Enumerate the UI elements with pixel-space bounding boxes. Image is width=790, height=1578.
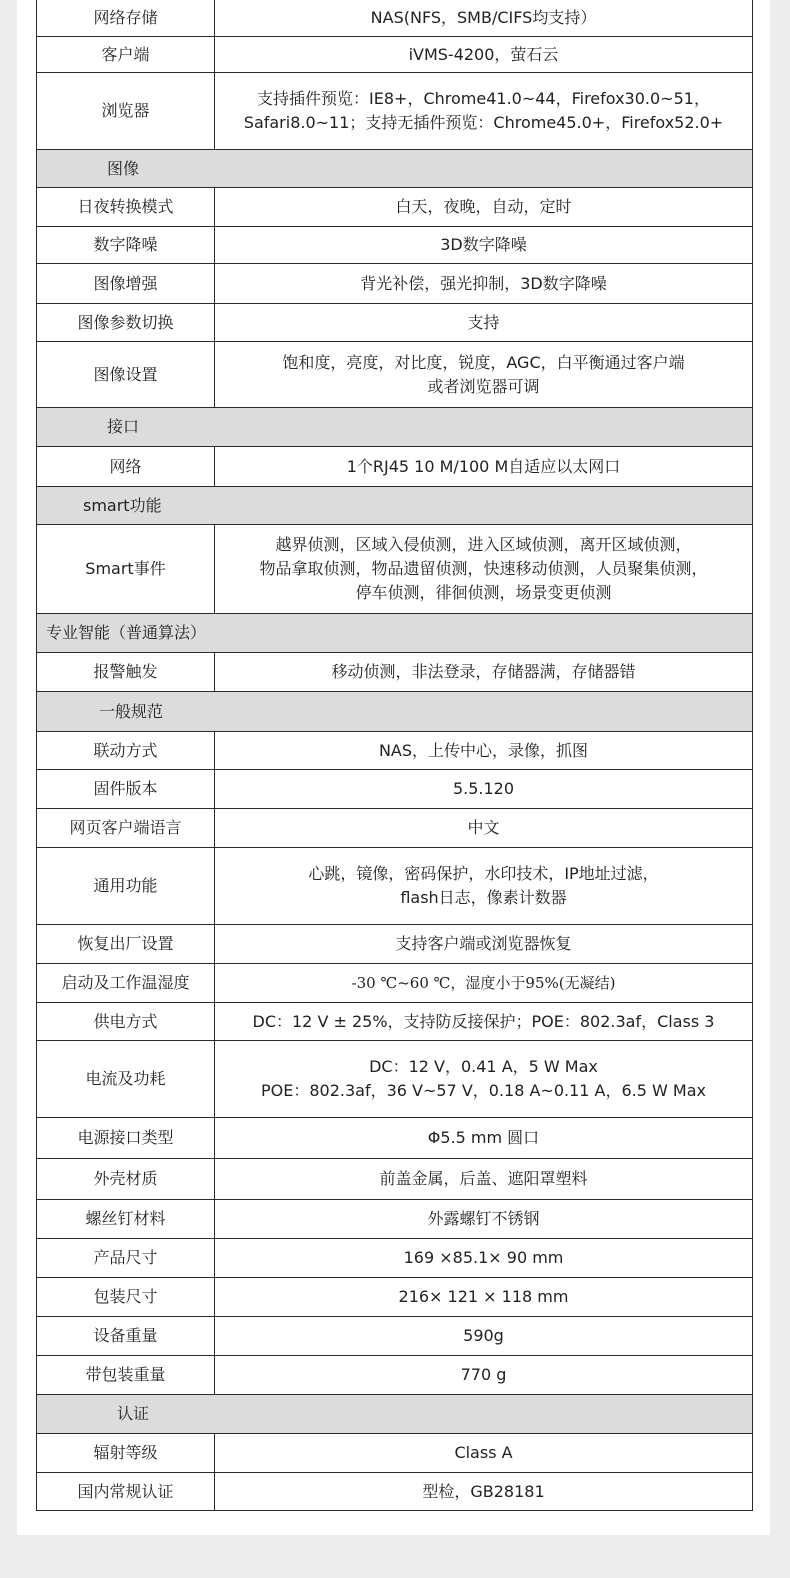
spec-value-line: 物品拿取侦测，物品遗留侦测，快速移动侦测，人员聚集侦测，	[259, 559, 708, 578]
spec-value	[215, 1003, 753, 1041]
spec-table	[36, 0, 753, 1511]
spec-value	[215, 770, 753, 809]
spec-value-line: DC：12 V，0.41 A，5 W Max	[369, 1057, 598, 1076]
spec-label: 国内常规认证	[37, 1473, 215, 1511]
spec-value	[215, 732, 753, 770]
spec-value-line: POE：802.3af，36 V~57 V，0.18 A~0.11 A，6.5 W Max	[260, 1081, 707, 1100]
spec-label: 启动及工作温湿度	[37, 964, 215, 1003]
spec-row	[37, 1159, 753, 1200]
spec-label: 恢复出厂设置	[37, 925, 215, 964]
spec-value	[215, 964, 753, 1003]
spec-label: 电源接口类型	[37, 1118, 215, 1159]
spec-label: 螺丝钉材料	[37, 1200, 215, 1239]
spec-label: 外壳材质	[37, 1159, 215, 1200]
spec-row	[37, 342, 753, 408]
spec-label: 设备重量	[37, 1317, 215, 1356]
spec-value	[215, 1473, 753, 1511]
spec-label: 网络存储	[37, 0, 215, 37]
spec-label: 电流及功耗	[37, 1041, 215, 1118]
spec-value-line: 前盖金属，后盖、遮阳罩塑料	[379, 1169, 588, 1188]
spec-value-line: 或者浏览器可调	[427, 376, 540, 396]
spec-row	[37, 1118, 753, 1159]
spec-value	[215, 1041, 753, 1118]
spec-value	[215, 37, 753, 73]
spec-value-line: 白天，夜晚，自动，定时	[395, 197, 572, 216]
spec-label: 通用功能	[37, 848, 215, 925]
spec-row	[37, 1356, 753, 1395]
spec-label: 包装尺寸	[37, 1278, 215, 1317]
spec-value	[215, 447, 753, 487]
spec-label: 供电方式	[37, 1003, 215, 1041]
spec-value	[215, 264, 753, 304]
spec-value-line: 590g	[463, 1326, 504, 1345]
section-title: 接口	[37, 408, 753, 447]
spec-value	[215, 342, 753, 408]
spec-value	[215, 1317, 753, 1356]
spec-row	[37, 264, 753, 304]
spec-value	[215, 653, 753, 692]
spec-value-line: 770 g	[460, 1365, 507, 1384]
spec-row	[37, 653, 753, 692]
spec-row	[37, 732, 753, 770]
spec-value	[215, 304, 753, 342]
spec-value-line: iVMS-4200，萤石云	[408, 44, 559, 64]
spec-value-line: Class A	[454, 1443, 513, 1462]
section-header	[37, 692, 753, 732]
spec-value	[215, 227, 753, 264]
spec-value	[215, 1356, 753, 1395]
spec-row	[37, 1200, 753, 1239]
spec-table-body	[37, 0, 753, 1511]
spec-label: 网络	[37, 447, 215, 487]
section-title: 专业智能（普通算法）	[37, 614, 753, 653]
spec-label: 固件版本	[37, 770, 215, 809]
spec-value-line: 心跳，镜像，密码保护，水印技术，IP地址过滤，	[308, 864, 659, 883]
spec-value-line: 支持客户端或浏览器恢复	[395, 934, 572, 953]
spec-row	[37, 1434, 753, 1473]
spec-label: 浏览器	[37, 73, 215, 150]
spec-value	[215, 0, 753, 37]
spec-value-line: 越界侦测，区域入侵侦测，进入区域侦测，离开区域侦测，	[275, 535, 692, 554]
spec-label: 报警触发	[37, 653, 215, 692]
spec-value-line: -30 ℃~60 ℃，湿度小于95%(无凝结)	[351, 974, 616, 992]
spec-label: 客户端	[37, 37, 215, 73]
section-header	[37, 408, 753, 447]
spec-value-line: 1个RJ45 10 M/100 M自适应以太网口	[346, 456, 621, 476]
spec-label: 图像设置	[37, 342, 215, 408]
spec-value-line: Φ5.5 mm 圆口	[427, 1128, 540, 1147]
spec-row	[37, 964, 753, 1003]
spec-value-line: DC：12 V ± 25%，支持防反接保护；POE：802.3af，Class 3	[252, 1011, 715, 1031]
spec-value	[215, 188, 753, 227]
spec-row	[37, 925, 753, 964]
spec-value	[215, 809, 753, 848]
spec-label: 数字降噪	[37, 227, 215, 264]
spec-row	[37, 37, 753, 73]
spec-value-line: 外露螺钉不锈钢	[427, 1209, 540, 1228]
spec-row	[37, 188, 753, 227]
spec-value-line: 移动侦测，非法登录，存储器满，存储器错	[331, 662, 636, 681]
spec-row	[37, 304, 753, 342]
spec-value-line: flash日志，像素计数器	[400, 888, 567, 907]
spec-label: 带包装重量	[37, 1356, 215, 1395]
spec-value-line: 169 ×85.1× 90 mm	[403, 1248, 564, 1267]
spec-value-line: Safari8.0~11；支持无插件预览：Chrome45.0+，Firefox52.0+	[243, 113, 724, 132]
spec-value-line: 支持	[467, 312, 500, 332]
spec-row	[37, 1239, 753, 1278]
spec-label: 联动方式	[37, 732, 215, 770]
spec-value	[215, 525, 753, 614]
spec-value	[215, 1239, 753, 1278]
spec-value-line: NAS(NFS，SMB/CIFS均支持）	[370, 7, 597, 27]
spec-row	[37, 770, 753, 809]
spec-row	[37, 848, 753, 925]
spec-value-line: 中文	[467, 818, 500, 837]
spec-value-line: 型检，GB28181	[422, 1481, 545, 1501]
spec-label: Smart事件	[37, 525, 215, 614]
spec-value	[215, 1118, 753, 1159]
spec-label: 日夜转换模式	[37, 188, 215, 227]
spec-value	[215, 73, 753, 150]
spec-row	[37, 1317, 753, 1356]
spec-value	[215, 925, 753, 964]
spec-row	[37, 809, 753, 848]
spec-value-line: 支持插件预览：IE8+，Chrome41.0~44，Firefox30.0~51，	[257, 89, 710, 108]
spec-value-line: 5.5.120	[452, 779, 515, 798]
section-title: 认证	[37, 1395, 753, 1434]
spec-value	[215, 1159, 753, 1200]
spec-label: 网页客户端语言	[37, 809, 215, 848]
spec-row	[37, 1473, 753, 1511]
section-header	[37, 614, 753, 653]
spec-label: 产品尺寸	[37, 1239, 215, 1278]
spec-value	[215, 1200, 753, 1239]
spec-value-line: 背光补偿，强光抑制，3D数字降噪	[360, 273, 607, 293]
section-header	[37, 1395, 753, 1434]
spec-row	[37, 447, 753, 487]
spec-row	[37, 1003, 753, 1041]
spec-row	[37, 1278, 753, 1317]
section-header	[37, 150, 753, 188]
spec-row	[37, 525, 753, 614]
spec-value	[215, 1278, 753, 1317]
section-title: smart功能	[37, 487, 753, 525]
spec-label: 图像增强	[37, 264, 215, 304]
spec-row	[37, 73, 753, 150]
spec-row	[37, 1041, 753, 1118]
spec-value-line: 216× 121 × 118 mm	[398, 1287, 569, 1306]
spec-value-line: NAS，上传中心，录像，抓图	[378, 740, 589, 760]
spec-value-line: 3D数字降噪	[440, 235, 527, 254]
spec-label: 辐射等级	[37, 1434, 215, 1473]
spec-value	[215, 1434, 753, 1473]
section-title: 一般规范	[37, 692, 753, 732]
section-title: 图像	[37, 150, 753, 188]
spec-label: 图像参数切换	[37, 304, 215, 342]
spec-value-line: 饱和度，亮度，对比度，锐度，AGC，白平衡通过客户端	[282, 352, 685, 372]
section-header	[37, 487, 753, 525]
spec-row	[37, 0, 753, 37]
spec-value-line: 停车侦测，徘徊侦测，场景变更侦测	[355, 583, 612, 602]
spec-value	[215, 848, 753, 925]
spec-row	[37, 227, 753, 264]
